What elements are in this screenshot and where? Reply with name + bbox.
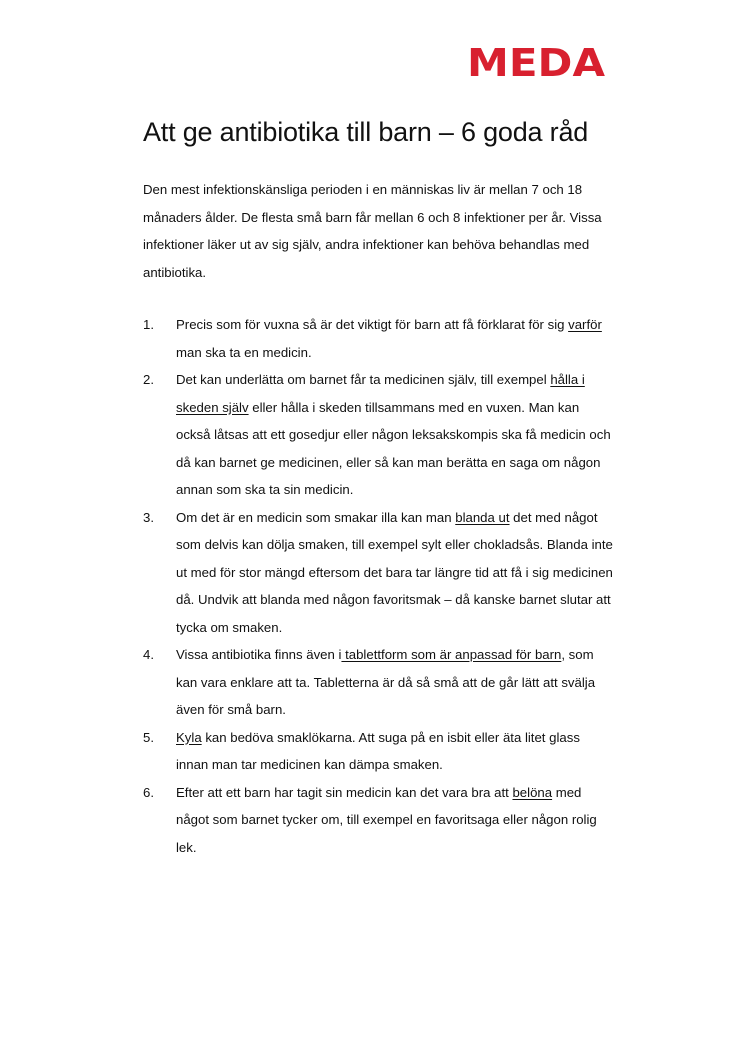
emphasis-text: hålla i skeden själv	[176, 372, 585, 415]
emphasis-text: belöna	[512, 784, 553, 800]
item-number: 2.	[143, 372, 154, 387]
tips-list	[143, 311, 613, 861]
item-text: , som kan vara enklare att ta. Tabletterna är då så små att de går lätt att svälja även för små barn.	[176, 647, 596, 717]
item-text: Vissa antibiotika finns även i	[176, 647, 342, 662]
emphasis-text: tablettform som är anpassad för barn	[341, 647, 562, 662]
item-text: Det kan underlätta om barnet får ta medicinen själv, till exempel	[176, 372, 551, 387]
logo-wordmark: MEDA	[467, 44, 606, 78]
item-number: 5.	[143, 729, 154, 745]
item-number: 1.	[143, 317, 154, 332]
emphasis-text: Kyla	[176, 729, 202, 745]
emphasis-text: blanda ut	[455, 509, 510, 525]
item-text: man ska ta en medicin.	[176, 344, 312, 360]
list-item	[143, 779, 613, 862]
item-text: Precis som för vuxna så är det viktigt för barn att få förklarat för sig	[176, 317, 569, 332]
intro-paragraph: Den mest infektionskänsliga perioden i en människas liv är mellan 7 och 18 månaders ålder. De flesta små barn får mellan 6 och 8 infektioner per år. Vissa infektioner läker ut av sig själv, andra infektioner kan behöva behandlas med antibiotika.	[143, 182, 602, 280]
item-text: det med något som delvis kan dölja smaken, till exempel sylt eller chokladsås. Blanda inte ut med för stor mängd eftersom det bara tar längre tid att få i sig medicinen då. Undvik att blanda med någon favoritsmak – då kanske barnet slutar att tycka om smaken.	[176, 509, 613, 635]
page-title: Att ge antibiotika till barn – 6 goda råd	[143, 117, 589, 147]
item-number: 4.	[143, 647, 154, 662]
item-text: Om det är en medicin som smakar illa kan man	[176, 509, 456, 525]
item-text: eller hålla i skeden tillsammans med en vuxen. Man kan också låtsas att ett gosedjur eller någon leksakskompis ska få medicin och då kan barnet ge medicinen, eller så kan man berätta en saga om någon annan som ska ta sin medicin.	[176, 399, 611, 497]
list-item	[143, 311, 613, 366]
list-item	[143, 504, 613, 642]
item-text: Efter att ett barn har tagit sin medicin kan det vara bra att	[176, 784, 513, 800]
item-text: med något som barnet tycker om, till exempel en favoritsaga eller någon rolig lek.	[176, 784, 597, 855]
list-item	[143, 366, 613, 504]
item-number: 3.	[143, 509, 154, 525]
list-item	[143, 724, 613, 779]
emphasis-text: varför	[568, 317, 602, 332]
meda-logo	[466, 44, 606, 78]
list-item	[143, 641, 613, 724]
item-text: kan bedöva smaklökarna. Att suga på en isbit eller äta litet glass innan man tar medicinen kan dämpa smaken.	[176, 729, 580, 772]
item-number: 6.	[143, 784, 154, 800]
